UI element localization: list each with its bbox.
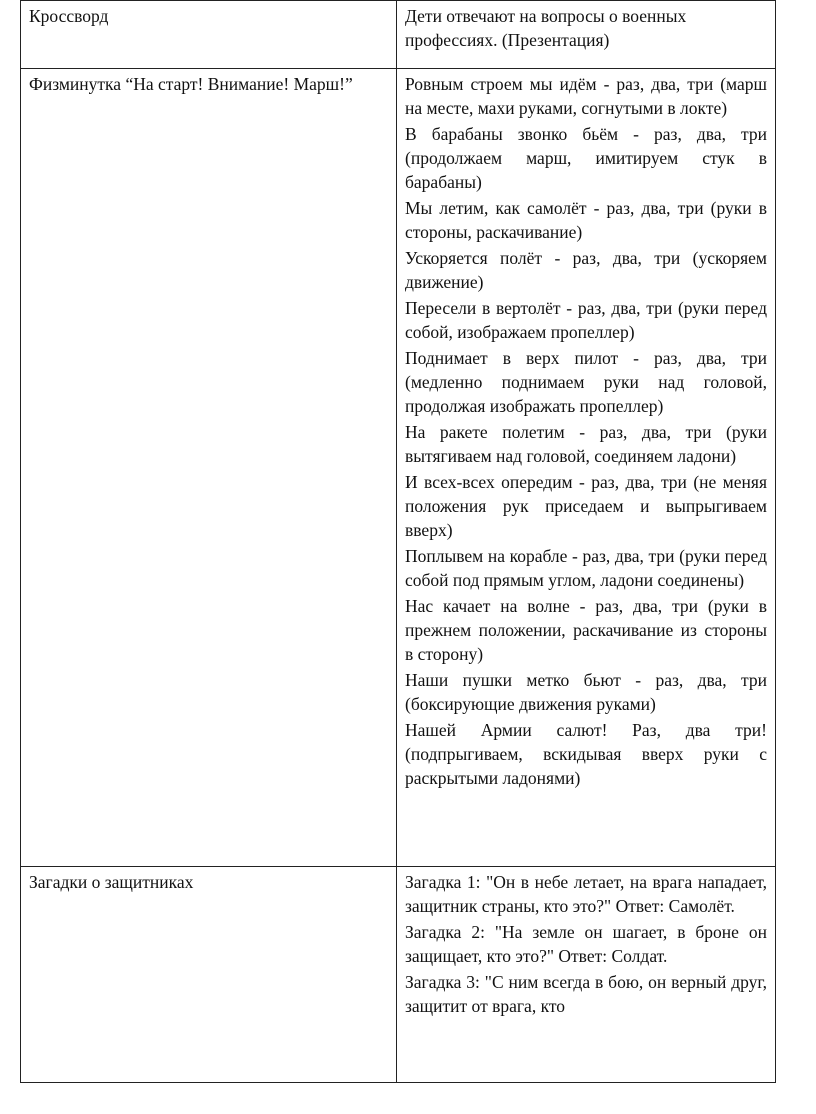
table-row xyxy=(21,1,776,69)
verse-8: И всех-всех опередим - раз, два, три (не меняя положения рук приседаем и выпрыгиваем вверх) xyxy=(405,472,767,540)
verse-6: Поднимает в верх пилот - раз, два, три (медленно поднимаем руки над головой, продолжая изображать пропеллер) xyxy=(405,348,767,416)
riddle-3: Загадка 3: "С ним всегда в бою, он верный друг, защитит от врага, кто xyxy=(405,972,767,1016)
riddle-1: Загадка 1: "Он в небе летает, на врага нападает, защитник страны, кто это?" Ответ: Самолёт. xyxy=(405,872,767,916)
row-1-activity: Кроссворд xyxy=(21,1,397,69)
row-2-activity: Физминутка “На старт! Внимание! Марш!” xyxy=(21,69,397,867)
verse-3: Мы летим, как самолёт - раз, два, три (руки в стороны, раскачивание) xyxy=(405,198,767,242)
verse-1: Ровным строем мы идём - раз, два, три (марш на месте, махи руками, согнутыми в локте) xyxy=(405,74,767,118)
verse-5: Пересели в вертолёт - раз, два, три (руки перед собой, изображаем пропеллер) xyxy=(405,298,767,342)
verse-11: Наши пушки метко бьют - раз, два, три (боксирующие движения руками) xyxy=(405,670,767,714)
verse-12: Нашей Армии салют! Раз, два три! (подпрыгиваем, вскидывая вверх руки с раскрытыми ладонями) xyxy=(405,720,767,788)
verse-4: Ускоряется полёт - раз, два, три (ускоряем движение) xyxy=(405,248,767,292)
verse-9: Поплывем на корабле - раз, два, три (руки перед собой под прямым углом, ладони соединены) xyxy=(405,546,767,590)
verse-2: В барабаны звонко бьём - раз, два, три (продолжаем марш, имитируем стук в барабаны) xyxy=(405,124,767,192)
table-row xyxy=(21,69,776,867)
verse-7: На ракете полетим - раз, два, три (руки вытягиваем над головой, соединяем ладони) xyxy=(405,422,767,466)
row-1-description: Дети отвечают на вопросы о военных профессиях. (Презентация) xyxy=(397,1,776,69)
row-3-riddles xyxy=(397,867,776,1083)
row-2-exercise-verses xyxy=(397,69,776,867)
table-row xyxy=(21,867,776,1083)
verse-10: Нас качает на волне - раз, два, три (руки в прежнем положении, раскачивание из стороны в сторону) xyxy=(405,596,767,664)
row-3-activity: Загадки о защитниках xyxy=(21,867,397,1083)
lesson-plan-table xyxy=(20,0,776,1083)
riddle-2: Загадка 2: "На земле он шагает, в броне он защищает, кто это?" Ответ: Солдат. xyxy=(405,922,767,966)
